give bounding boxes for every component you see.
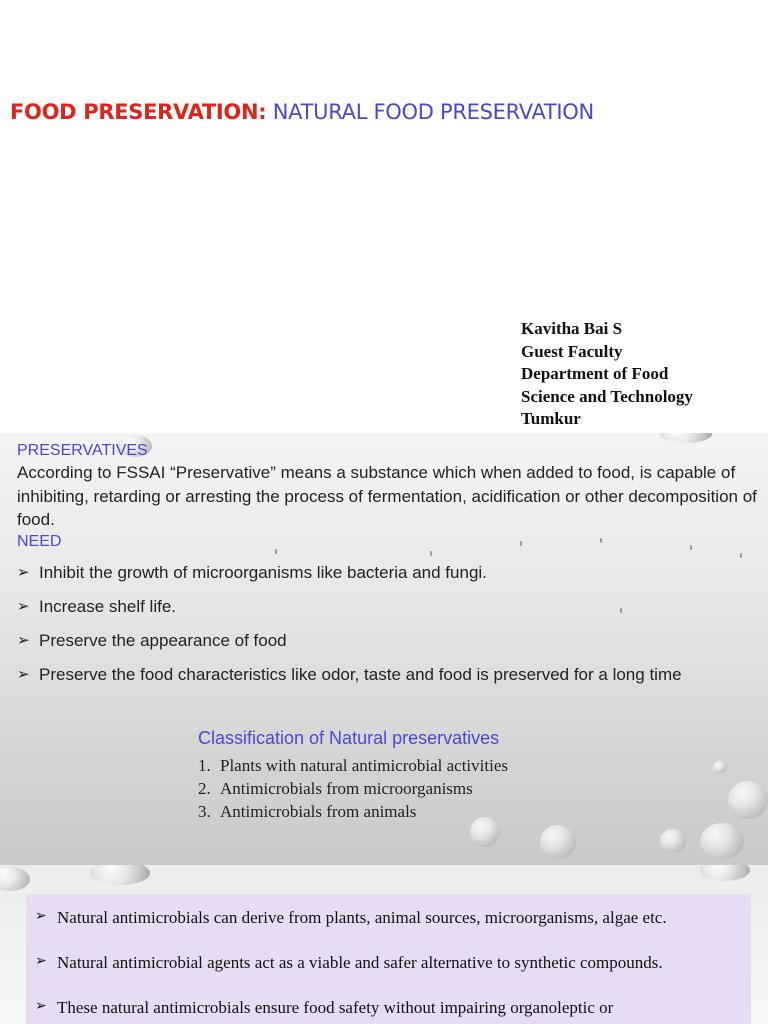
classification-title: Classification of Natural preservatives xyxy=(198,728,500,748)
water-drop-decoration xyxy=(728,781,768,819)
water-drop-decoration xyxy=(700,865,750,881)
arrow-bullet-icon: ➢ xyxy=(35,954,47,969)
water-drop-decoration xyxy=(660,829,686,853)
need-item: ➢ Increase shelf life. xyxy=(17,590,757,624)
slide-title xyxy=(10,100,594,124)
need-list xyxy=(17,556,757,692)
classification-list xyxy=(198,754,508,823)
author-location: Tumkur xyxy=(521,409,581,428)
classification-item: 2. Antimicrobials from microorganisms xyxy=(198,779,473,798)
need-item: ➢ Preserve the food characteristics like odor, taste and food is preserved for a long time xyxy=(17,658,757,692)
classification-item: 1. Plants with natural antimicrobial activities xyxy=(198,756,508,775)
antimicrobial-item: ➢ These natural antimicrobials ensure food safety without impairing organoleptic or xyxy=(35,998,614,1017)
arrow-bullet-icon: ➢ xyxy=(35,909,47,924)
author-name: Kavitha Bai S xyxy=(521,319,623,338)
author-department: Department of Food xyxy=(521,364,669,383)
need-heading: NEED xyxy=(17,532,62,550)
author-block xyxy=(521,318,693,431)
water-drop-decoration xyxy=(0,867,30,891)
water-drop-decoration xyxy=(700,823,744,859)
antimicrobial-list xyxy=(35,908,667,1024)
arrow-bullet-icon: ➢ xyxy=(35,999,47,1014)
classification-item: 3. Antimicrobials from animals xyxy=(198,802,417,821)
water-drop-decoration xyxy=(90,865,150,885)
preservatives-heading: PRESERVATIVES xyxy=(17,442,148,459)
author-role: Guest Faculty xyxy=(521,341,623,361)
natural-antimicrobials-slide xyxy=(0,865,768,1024)
title-part-2: NATURAL FOOD PRESERVATION xyxy=(272,100,594,124)
content-panel xyxy=(26,894,751,1024)
title-part-1: FOOD PRESERVATION: xyxy=(10,100,267,124)
title-slide xyxy=(0,0,768,433)
preservative-definition: According to FSSAI “Preservative” means a substance which when added to food, is capable of inhibiting, retarding or arresting the process of fermentation, acidification or other decomposition of food. xyxy=(17,463,757,529)
water-drop-decoration xyxy=(713,761,727,773)
preservatives-content xyxy=(17,441,757,692)
water-drop-decoration xyxy=(540,825,576,859)
author-department-cont: Science and Technology xyxy=(521,386,693,406)
preservatives-slide xyxy=(0,433,768,865)
need-item: ➢ Preserve the appearance of food xyxy=(17,624,757,658)
antimicrobial-item: ➢ Natural antimicrobials can derive from plants, animal sources, microorganisms, algae etc. xyxy=(35,908,667,927)
antimicrobial-item: ➢ Natural antimicrobial agents act as a viable and safer alternative to synthetic compounds. xyxy=(35,953,663,972)
need-item: ➢ Inhibit the growth of microorganisms like bacteria and fungi. xyxy=(17,556,757,590)
